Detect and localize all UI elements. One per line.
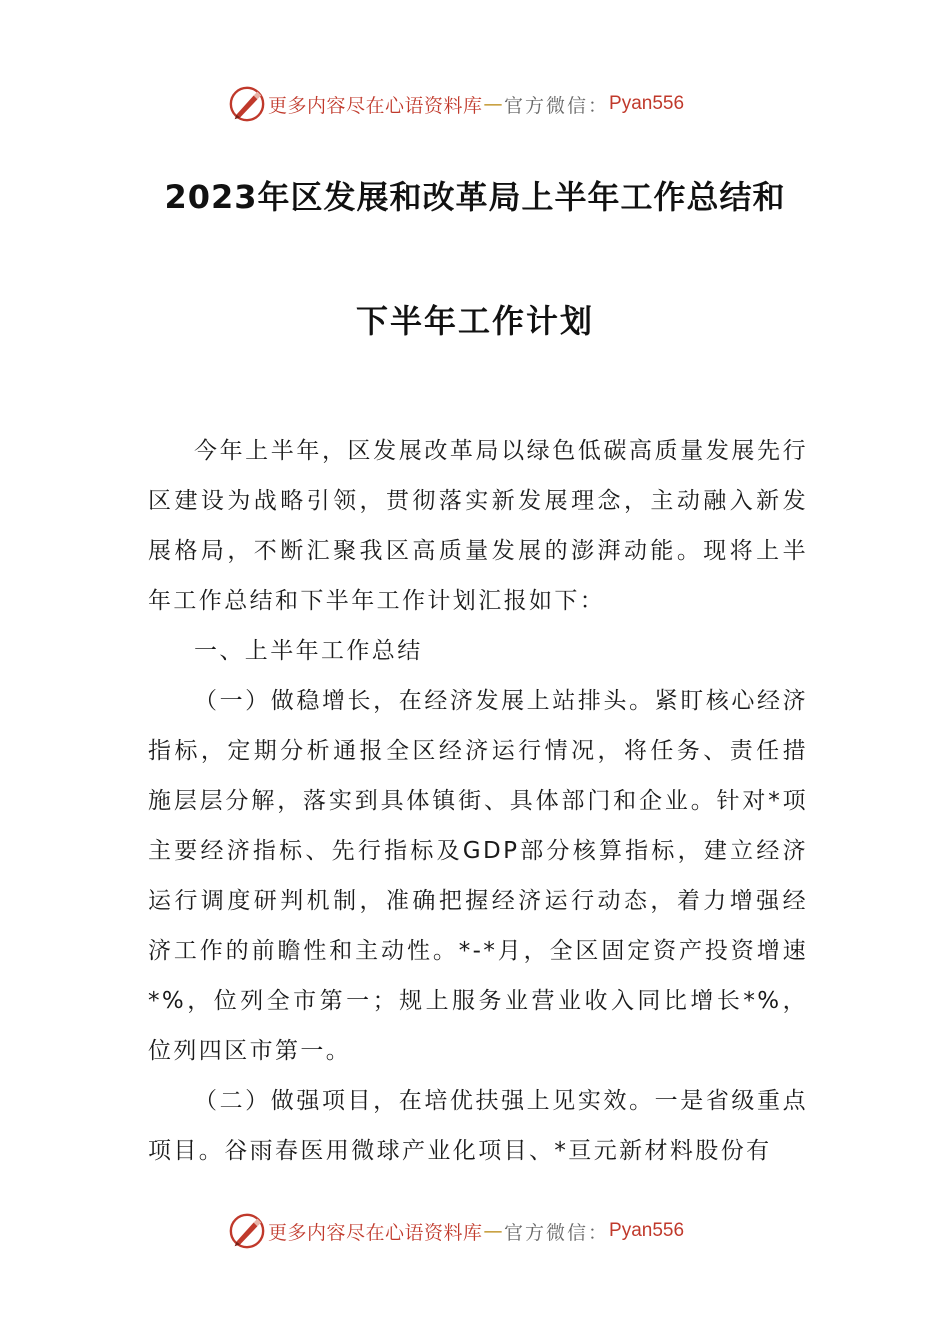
watermark-footer xyxy=(228,1211,748,1251)
watermark-brand: 更多内容尽在心语资料库 xyxy=(268,1221,483,1244)
paragraph-stable-growth: （一）做稳增长，在经济发展上站排头。紧盯核心经济指标，定期分析通报全区经济运行情况，将任务、责任措施层层分解，落实到具体镇街、具体部门和企业。针对*项主要经济指标、先行指标及GDP部分核算指标，建立经济运行调度研判机制，准确把握经济运行动态，着力增强经济工作的前瞻性和主动性。*-*月，全区固定资产投资增速*%，位列全市第一；规上服务业营业收入同比增长*%，位列四区市第一。 xyxy=(148,688,808,1064)
document-body xyxy=(148,426,808,1176)
watermark-official-label: 官方微信： xyxy=(504,1221,610,1244)
watermark-official-label: 官方微信： xyxy=(504,94,610,117)
document-title-line-1: 2023年区发展和改革局上半年工作总结和 xyxy=(164,178,786,216)
paragraph-projects: （二）做强项目，在培优扶强上见实效。一是省级重点项目。谷雨春医用微球产业化项目、*亘元新材料股份有 xyxy=(148,1088,808,1164)
watermark-wechat-id: Pyan556 xyxy=(609,93,685,114)
section-heading-1: 一、上半年工作总结 xyxy=(194,638,423,664)
watermark-brand: 更多内容尽在心语资料库 xyxy=(268,94,483,117)
watermark-separator: — xyxy=(483,1220,504,1242)
pen-logo-icon xyxy=(228,85,266,123)
watermark-separator: — xyxy=(483,93,504,115)
paragraph-intro: 今年上半年，区发展改革局以绿色低碳高质量发展先行区建设为战略引领，贯彻落实新发展理念，主动融入新发展格局，不断汇聚我区高质量发展的澎湃动能。现将上半年工作总结和下半年工作计划汇报如下： xyxy=(148,438,808,614)
watermark-header xyxy=(228,84,748,124)
pen-logo-icon xyxy=(228,1212,266,1250)
watermark-wechat-id: Pyan556 xyxy=(609,1220,685,1241)
document-title-line-2: 下半年工作计划 xyxy=(355,302,594,340)
